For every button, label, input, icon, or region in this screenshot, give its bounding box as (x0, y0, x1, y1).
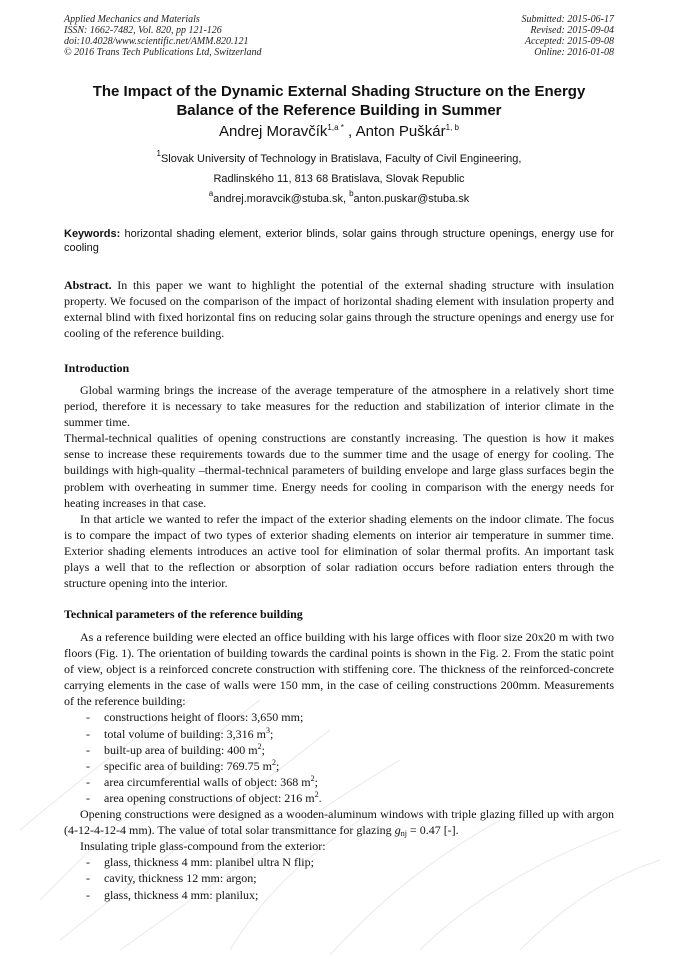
symbol-subscript: nj (400, 829, 407, 839)
unit-exponent: 2 (314, 789, 319, 799)
technical-heading: Technical parameters of the reference building (64, 607, 303, 621)
journal-info (64, 14, 262, 58)
introduction-heading: Introduction (64, 361, 130, 375)
intro-paragraph-3: In that article we wanted to refer the impact of the exterior shading elements on the indoor climate. The focus is to compare the impact of two types of exterior shading elements on interior air temperature in summer time. Exterior shading elements introduces an active tool for elimination of solar thermal profits. An important task plays a well that to the reflection or absorption of solar radiation occurs before radiation enters through the structure opening into the interior. (64, 511, 614, 591)
author-1: Andrej Moravčík (219, 123, 328, 140)
email-b-marker: b (349, 189, 354, 198)
list-item: - glass, thickness 4 mm: planilux; (64, 887, 614, 903)
date-revised: Revised: 2015-09-04 (530, 25, 614, 36)
abstract-label: Abstract. (64, 278, 112, 292)
email-separator: , (342, 193, 350, 205)
unit-exponent: 2 (257, 741, 262, 751)
affiliation (64, 149, 614, 209)
affiliation-line-1 (64, 149, 614, 169)
list-item (64, 709, 614, 725)
symbol-g: g (394, 823, 401, 838)
author-2-affil: 1, b (445, 123, 459, 132)
author-1-affil: 1,a * (327, 123, 344, 132)
email-a: andrej.moravcik@stuba.sk (213, 193, 343, 205)
paper-title (64, 82, 614, 120)
email-line (64, 189, 614, 209)
email-b: anton.puskar@stuba.sk (353, 193, 470, 205)
unit-exponent: 3 (266, 725, 270, 735)
journal-copyright: © 2016 Trans Tech Publications Ltd, Switzerland (64, 47, 262, 58)
affiliation-line-2: Radlinského 11, 813 68 Bratislava, Slovak Republic (213, 173, 465, 185)
affiliation-institution: Slovak University of Technology in Bratislava, Faculty of Civil Engineering, (160, 153, 522, 165)
date-accepted: Accepted: 2015-09-08 (524, 36, 614, 47)
title-line-1: The Impact of the Dynamic External Shading Structure on the Energy (92, 83, 586, 100)
list-item-text: area opening constructions of object: 216 m (104, 790, 315, 805)
keywords (64, 227, 614, 255)
email-a-marker: a (208, 189, 214, 198)
list-item (64, 726, 614, 742)
unit-exponent: 2 (310, 773, 315, 783)
author-separator: , (343, 123, 356, 140)
list-item-tail: ; (314, 774, 318, 789)
tech-paragraph-3: Insulating triple glass-compound from the exterior: (80, 839, 326, 854)
submission-dates (522, 14, 615, 58)
unit-exponent: 2 (271, 757, 276, 767)
list-item-tail: ; (270, 726, 274, 741)
list-item (64, 742, 614, 758)
list-item-text: total volume of building: 3,316 m (104, 726, 266, 741)
glazing-text: Opening constructions were designed as a wooden-aluminum windows with triple glazing filled up with argon (4-12-4-12-4 mm). The value of total solar transmittance for glazing (64, 807, 614, 838)
glass-compound-list (64, 854, 614, 902)
author-list (64, 123, 614, 141)
list-item-tail: . (318, 790, 322, 805)
journal-name: Applied Mechanics and Materials (64, 14, 200, 25)
title-line-2: Balance of the Reference Building in Summer (176, 102, 502, 119)
tech-paragraph-2 (64, 806, 614, 838)
list-item-tail: ; (275, 758, 280, 773)
date-online: Online: 2016-01-08 (534, 47, 614, 58)
journal-issn: ISSN: 1662-7482, Vol. 820, pp 121-126 (64, 25, 222, 36)
author-2: Anton Puškár (355, 123, 446, 140)
list-item-text: area circumferential walls of object: 368 m (104, 774, 311, 789)
list-item (64, 790, 614, 806)
affiliation-number: 1 (156, 149, 161, 158)
keywords-label: Keywords: (64, 228, 121, 240)
abstract-text: In this paper we want to highlight the potential of the external shading structure with insulation property. We focused on the comparison of the impact of horizontal shading element with insulation property and external blind with fixed horizontal fins on reducing solar gains through the structure openings and energy use for cooling of the reference building. (64, 278, 614, 341)
list-item-text: specific area of building: 769.75 m (104, 758, 272, 773)
list-item (64, 774, 614, 790)
glazing-value: = 0.47 [-]. (406, 823, 459, 838)
list-item-tail: ; (261, 742, 265, 757)
intro-paragraph-1: Global warming brings the increase of the average temperature of the atmosphere in a relatively short time period, therefore it is necessary to take measures for the reduction and stabilization of interior climate in the summer time. (64, 383, 614, 430)
list-item: - glass, thickness 4 mm: planibel ultra N flip; (64, 854, 614, 870)
keywords-text: horizontal shading element, exterior blinds, solar gains through structure openings, energy use for cooling (64, 228, 614, 254)
date-submitted: Submitted: 2015-06-17 (521, 14, 614, 25)
technical-body (64, 629, 614, 903)
list-item (64, 758, 614, 774)
tech-paragraph-1: As a reference building were elected an office building with his large offices with floor size 20x20 m with two floors (Fig. 1). The orientation of building towards the cardinal points is shown in the Fig. 2. From the static point of view, object is a reinforced concrete construction with stiffening core. The thickness of the reinforced-concrete carrying elements in the case of walls were 150 mm, in the case of ceiling constructions 200mm. Measurements of the reference building: (64, 630, 614, 709)
journal-doi: doi:10.4028/www.scientific.net/AMM.820.121 (64, 36, 249, 47)
list-item: - cavity, thickness 12 mm: argon; (64, 870, 614, 886)
intro-paragraph-2: Thermal-technical qualities of opening constructions are constantly increasing. The question is how it makes sense to increase these requirements towards due to the summer time and the usage of energy for cooling. The buildings with high-quality –thermal-technical parameters of building envelope and large glass surfaces begin the problem with overheating in summer time. Energy needs for cooling in comparison with the energy needs for heating increases in that case. (64, 431, 614, 510)
introduction-body (64, 382, 614, 591)
list-item-text: constructions height of floors: 3,650 mm; (104, 710, 304, 725)
measurements-list (64, 709, 614, 806)
list-item-text: built-up area of building: 400 m (104, 742, 258, 757)
abstract (64, 277, 614, 341)
